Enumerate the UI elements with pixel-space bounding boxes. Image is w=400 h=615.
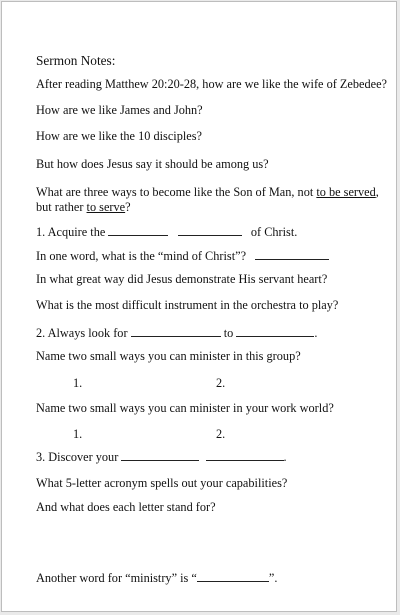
question-three-ways-line2 xyxy=(36,200,131,214)
point-3-suffix: . xyxy=(283,450,287,464)
text-segment: but rather xyxy=(36,200,87,214)
list-number-1: 1. xyxy=(73,427,83,441)
question-minister-work: Name two small ways you can minister in your work world? xyxy=(36,401,334,415)
document-page xyxy=(1,1,397,612)
fill-in-blank xyxy=(206,449,284,461)
final-question-text: Another word for “ministry” is “ xyxy=(36,571,197,585)
fill-in-blank xyxy=(131,325,221,337)
question-text: In one word, what is the “mind of Christ”? xyxy=(36,249,247,263)
point-2-label: 2. Always look for xyxy=(36,326,128,340)
final-question xyxy=(36,570,277,585)
fill-in-blank xyxy=(236,325,314,337)
point-1-label: 1. Acquire the xyxy=(36,225,106,239)
fill-in-blank xyxy=(178,224,242,236)
question-james-john: How are we like James and John? xyxy=(36,103,203,117)
fill-in-blank xyxy=(121,449,199,461)
question-ten-disciples: How are we like the 10 disciples? xyxy=(36,129,202,143)
question-minister-group: Name two small ways you can minister in this group? xyxy=(36,349,301,363)
underlined-phrase: to be served xyxy=(316,185,376,199)
final-question-suffix: ”. xyxy=(268,571,278,585)
point-1 xyxy=(36,224,297,239)
fill-in-blank xyxy=(255,248,329,260)
question-three-ways-line1 xyxy=(36,185,379,199)
text-segment: ? xyxy=(125,200,131,214)
fill-in-blank xyxy=(197,570,269,582)
underlined-phrase: to serve xyxy=(86,200,126,214)
question-servant-heart: In what great way did Jesus demonstrate His servant heart? xyxy=(36,272,328,286)
page-title: Sermon Notes: xyxy=(36,53,116,68)
point-2 xyxy=(36,325,317,340)
question-zebedee: After reading Matthew 20:20-28, how are we like the wife of Zebedee? xyxy=(36,77,388,91)
point-3 xyxy=(36,449,287,464)
list-number-1: 1. xyxy=(73,376,83,390)
point-2-suffix: . xyxy=(314,326,318,340)
question-acronym: What 5-letter acronym spells out your capabilities? xyxy=(36,476,288,490)
question-mind-of-christ xyxy=(36,248,329,263)
text-segment: , xyxy=(375,185,379,199)
question-jesus-says: But how does Jesus say it should be among us? xyxy=(36,157,269,171)
question-instrument: What is the most difficult instrument in the orchestra to play? xyxy=(36,298,339,312)
point-2-middle: to xyxy=(223,326,234,340)
point-3-label: 3. Discover your xyxy=(36,450,119,464)
point-1-suffix: of Christ. xyxy=(250,225,298,239)
list-number-2: 2. xyxy=(216,376,226,390)
text-segment: What are three ways to become like the Son of Man, not xyxy=(36,185,317,199)
list-number-2: 2. xyxy=(216,427,226,441)
fill-in-blank xyxy=(108,224,168,236)
question-each-letter: And what does each letter stand for? xyxy=(36,500,216,514)
